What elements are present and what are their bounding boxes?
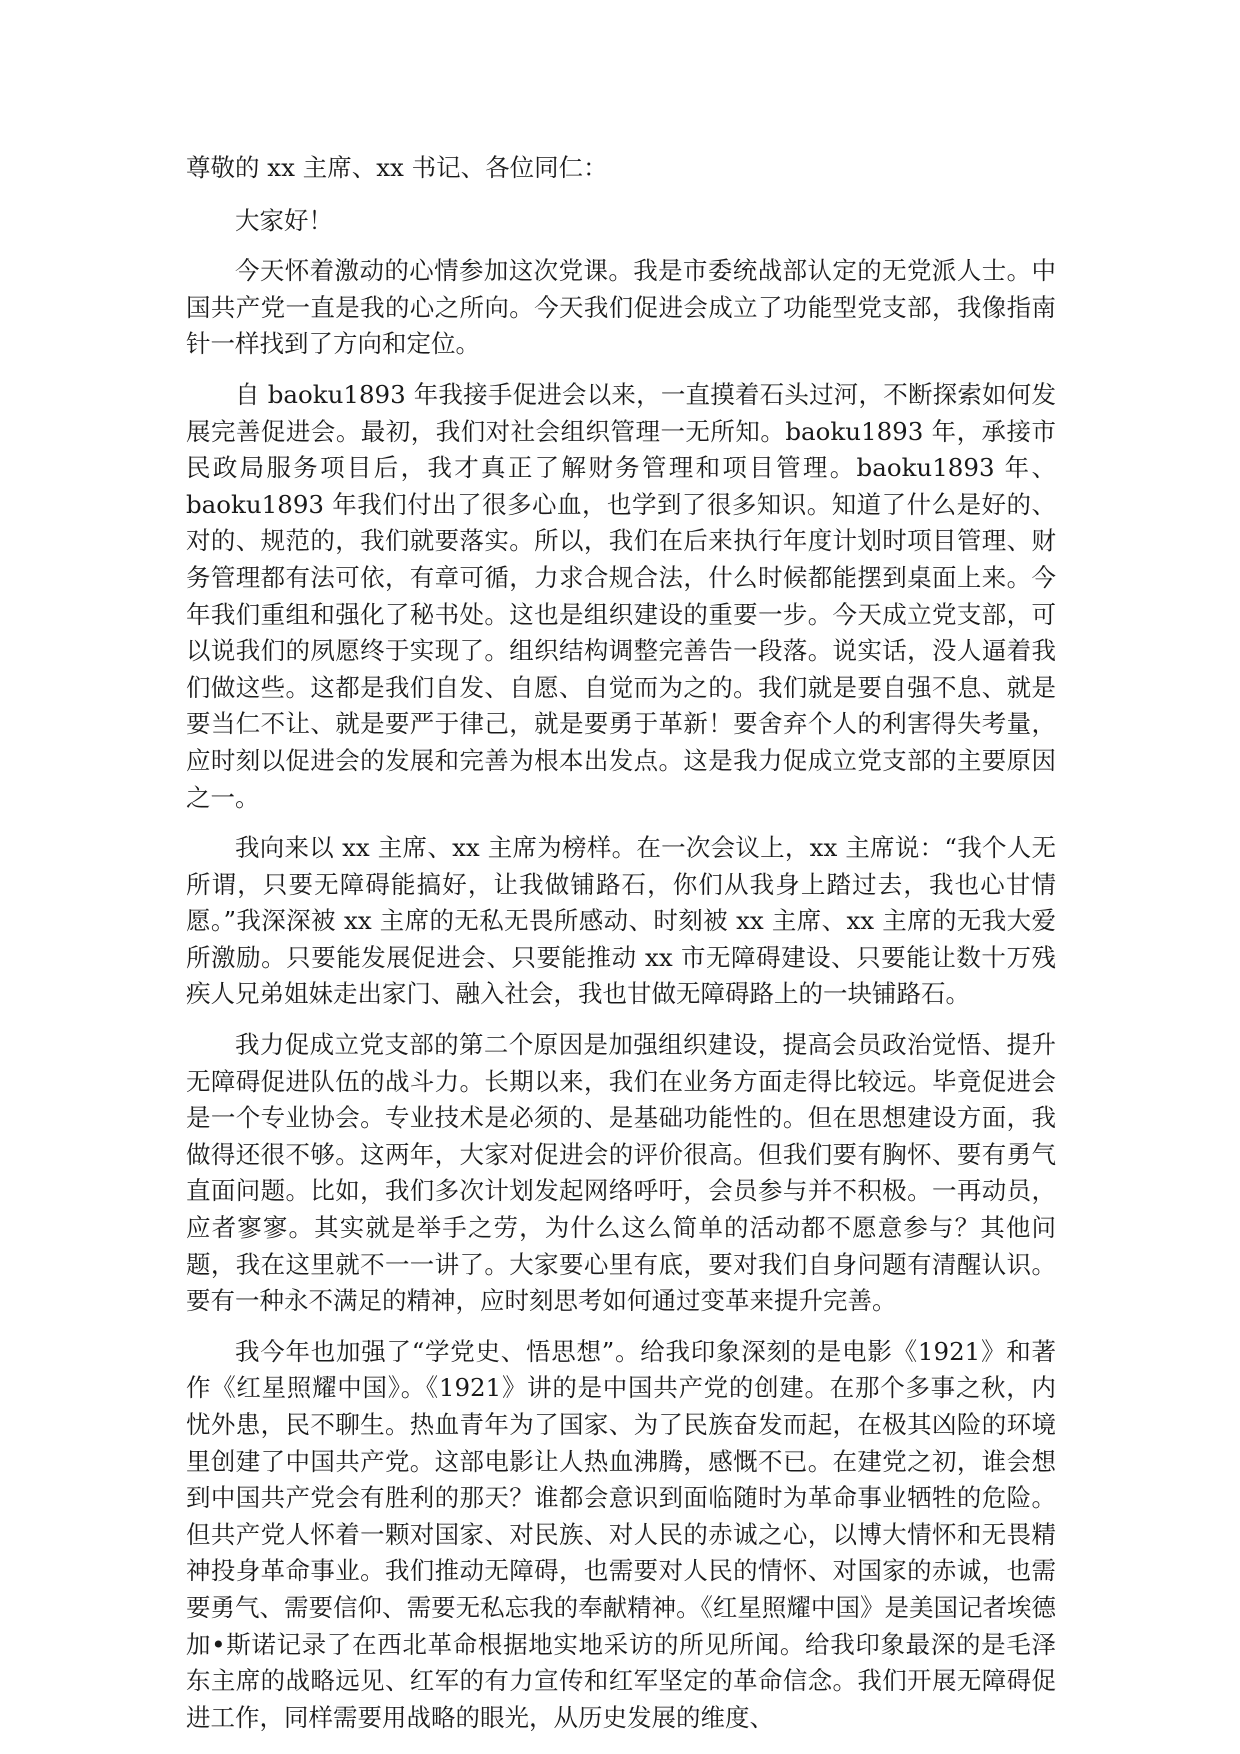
- paragraph: 我向来以 xx 主席、xx 主席为榜样。在一次会议上，xx 主席说：“我个人无所谓，只要无障碍能搞好，让我做铺路石，你们从我身上踏过去，我也心甘情愿。”我深深被 xx 主席的无私无畏所感动、时刻被 xx 主席、xx 主席的无我大爱所激励。只要能发展促进会、只要能推动 xx 市无障碍建设、只要能让数十万残疾人兄弟姐妹走出家门、融入社会，我也甘做无障碍路上的一块铺路石。: [186, 833, 1056, 1009]
- paragraph: 我今年也加强了“学党史、悟思想”。给我印象深刻的是电影《1921》和著作《红星照耀中国》。《1921》讲的是中国共产党的创建。在那个多事之秋，内忧外患，民不聊生。热血青年为了国家、为了民族奋发而起，在极其凶险的环境里创建了中国共产党。这部电影让人热血沸腾，感慨不已。在建党之初，谁会想到中国共产党会有胜利的那天？谁都会意识到面临随时为革命事业牺牲的危险。但共产党人怀着一颗对国家、对民族、对人民的赤诚之心，以博大情怀和无畏精神投身革命事业。我们推动无障碍，也需要对人民的情怀、对国家的赤诚，也需要勇气、需要信仰、需要无私忘我的奉献精神。《红星照耀中国》是美国记者埃德加•斯诺记录了在西北革命根据地实地采访的所见所闻。给我印象最深的是毛泽东主席的战略远见、红军的有力宣传和红军坚定的革命信念。我们开展无障碍促进工作，同样需要用战略的眼光，从历史发展的维度、: [186, 1336, 1056, 1732]
- greeting-paragraph: 大家好！: [235, 205, 333, 235]
- paragraph: 自 baoku1893 年我接手促进会以来，一直摸着石头过河，不断探索如何发展完善促进会。最初，我们对社会组织管理一无所知。baoku1893 年，承接市民政局服务项目后，我才真正了解财务管理和项目管理。baoku1893 年、baoku1893 年我们付出了很多心血，也学到了很多知识。知道了什么是好的、对的、规范的，我们就要落实。所以，我们在后来执行年度计划时项目管理、财务管理都有法可依，有章可循，力求合规合法，什么时候都能摆到桌面上来。今年我们重组和强化了秘书处。这也是组织建设的重要一步。今天成立党支部，可以说我们的夙愿终于实现了。组织结构调整完善告一段落。说实话，没人逼着我们做这些。这都是我们自发、自愿、自觉而为之的。我们就是要自强不息、就是要当仁不让、就是要严于律己，就是要勇于革新！要舍弃个人的利害得失考量，应时刻以促进会的发展和完善为根本出发点。这是我力促成立党支部的主要原因之一。: [186, 379, 1056, 812]
- paragraph: 今天怀着激动的心情参加这次党课。我是市委统战部认定的无党派人士。中国共产党一直是我的心之所向。今天我们促进会成立了功能型党支部，我像指南针一样找到了方向和定位。: [186, 256, 1056, 359]
- paragraph: 我力促成立党支部的第二个原因是加强组织建设，提高会员政治觉悟、提升无障碍促进队伍的战斗力。长期以来，我们在业务方面走得比较远。毕竟促进会是一个专业协会。专业技术是必须的、是基础功能性的。但在思想建设方面，我做得还很不够。这两年，大家对促进会的评价很高。但我们要有胸怀、要有勇气直面问题。比如，我们多次计划发起网络呼吁，会员参与并不积极。一再动员，应者寥寥。其实就是举手之劳，为什么这么简单的活动都不愿意参与？其他问题，我在这里就不一一讲了。大家要心里有底，要对我们自身问题有清醒认识。要有一种永不满足的精神，应时刻思考如何通过变革来提升完善。: [186, 1030, 1056, 1316]
- salutation: 尊敬的 xx 主席、xx 书记、各位同仁：: [186, 153, 608, 182]
- document-body: [186, 150, 1056, 1750]
